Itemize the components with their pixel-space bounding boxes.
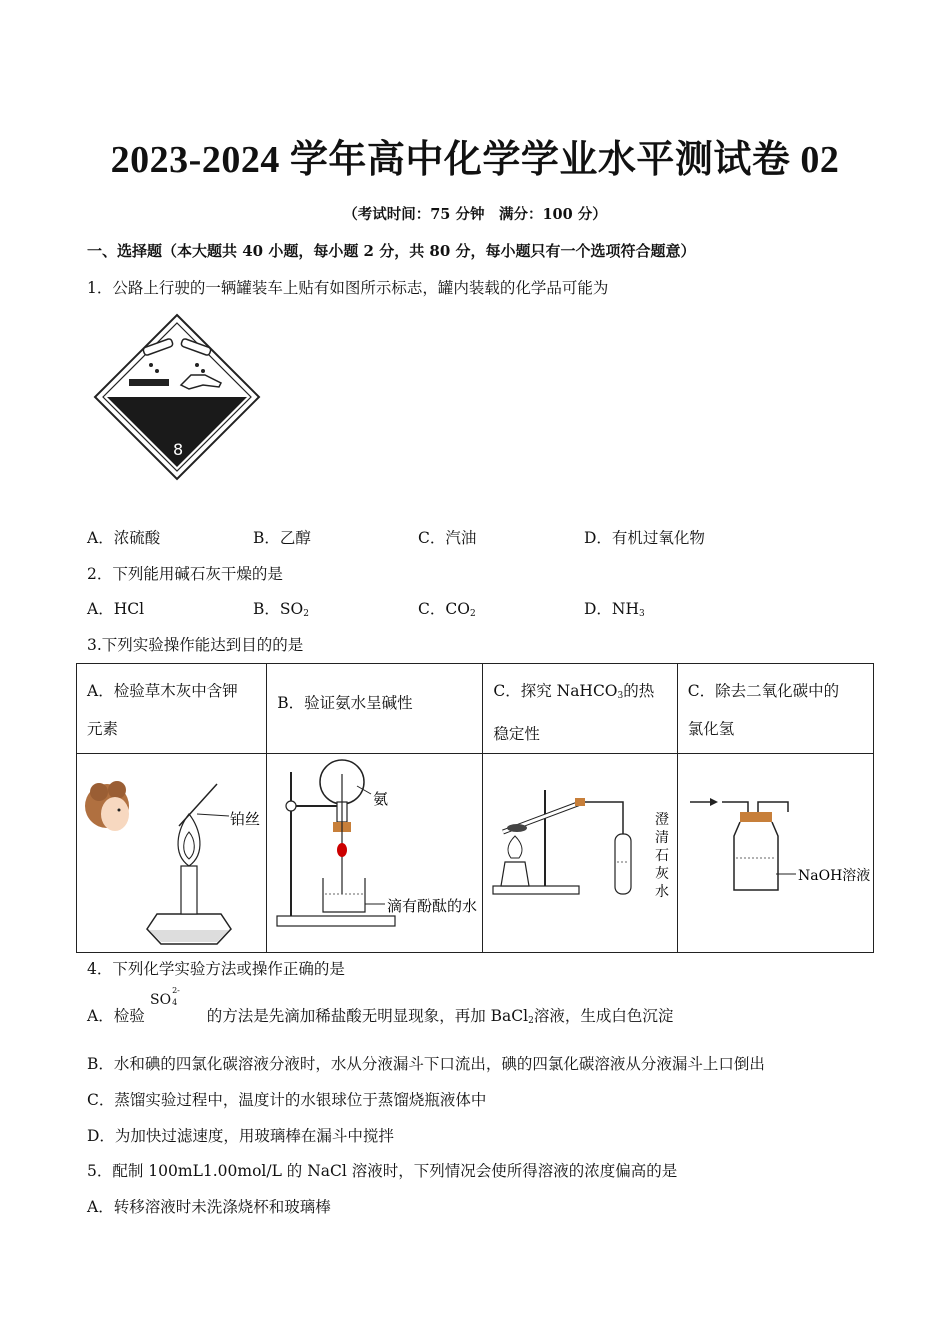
sulfate-ion-formula: SO 2- 4 [150,986,180,1008]
q3-cell-a-line2: 元素 [87,720,119,738]
ammonia-fountain-diagram [267,754,483,952]
q3-figure-c [483,754,677,953]
q3-figure-d [677,754,873,953]
q3-options-table [76,663,874,953]
ammonia-label: 氨 [373,790,389,808]
platinum-wire-label: 铂丝 [230,810,261,828]
q1-option-b[interactable]: B．乙醇 [253,529,311,547]
exam-info: （考试时间：75 分钟 满分：100 分） [343,206,607,223]
q2-option-b[interactable]: B．$SO_2$ [253,600,309,619]
flame-test-diagram [77,754,267,952]
q4-option-d[interactable]: D．为加快过滤速度，用玻璃棒在漏斗中搅拌 [87,1127,394,1145]
phenolphthalein-water-label: 滴有酚酞的水 [387,897,478,915]
q2-option-d[interactable]: D．$NH_3$ [584,600,645,619]
q4-stem: 4．下列化学实验方法或操作正确的是 [87,960,345,978]
q3-cell-b-line1: B．验证氨水呈碱性 [277,694,413,712]
q3-cell-c[interactable] [483,664,677,754]
q3-cell-d-line1: C．除去二氧化碳中的 [687,682,840,700]
svg-text:澄: 澄 [655,812,670,828]
page-title: 2023-2024 学年高中化学学业水平测试卷 02 [110,139,840,181]
q3-cell-c-line2: 稳定性 [493,725,540,743]
svg-text:石: 石 [655,848,670,864]
q1-option-c[interactable]: C．汽油 [418,529,477,547]
q3-cell-d-line2: 氯化氢 [687,720,735,738]
q2-option-a[interactable]: A．HCl [87,600,145,618]
hazard-class-number: 8 [173,440,184,459]
section-heading: 一、选择题（本大题共 40 小题，每小题 2 分，共 80 分，每小题只有一个选项符合题意） [87,242,696,260]
heating-nahco3-diagram [483,754,677,952]
corrosive-hazard-sign [93,313,261,481]
q3-figure-a [77,754,267,953]
q1-option-a[interactable]: A．浓硫酸 [87,529,161,547]
q3-figure-b [267,754,483,953]
q1-stem: 1．公路上行驶的一辆罐装车上贴有如图所示标志，罐内装载的化学品可能为 [87,279,609,297]
q3-cell-b[interactable] [267,664,483,754]
gas-washing-bottle-diagram [678,754,874,952]
q5-option-a[interactable]: A．转移溶液时未洗涤烧杯和玻璃棒 [87,1198,331,1216]
naoh-solution-label: NaOH溶液 [797,868,871,884]
limewater-label [655,812,669,900]
q4-option-c[interactable]: C．蒸馏实验过程中，温度计的水银球位于蒸馏烧瓶液体中 [87,1091,487,1109]
svg-text:水: 水 [655,884,670,900]
q5-stem: 5．配制 100mL1.00mol/L 的 NaCl 溶液时，下列情况会使所得溶液的浓度偏高的是 [87,1162,678,1180]
q3-cell-a[interactable] [77,664,267,754]
q3-cell-d[interactable] [677,664,873,754]
q2-stem: 2．下列能用碱石灰干燥的是 [87,565,283,583]
svg-text:灰: 灰 [655,866,670,882]
q4-option-a[interactable]: A．检验 的方法是先滴加稀盐酸无明显现象，再加 BaCl$_2$溶液，生成白色沉淀 [87,1007,674,1026]
q4-option-b[interactable]: B．水和碘的四氯化碳溶液分液时，水从分液漏斗下口流出，碘的四氯化碳溶液从分液漏斗上口倒出 [87,1055,765,1073]
svg-text:清: 清 [655,830,670,846]
q1-option-d[interactable]: D．有机过氧化物 [584,529,705,547]
q3-cell-a-line1: A．检验草木灰中含钾 [87,682,238,700]
q3-stem: 3.下列实验操作能达到目的的是 [87,636,304,654]
q3-cell-c-line1: C．探究 NaHCO$_3$的热 [493,682,655,701]
q2-option-c[interactable]: C．$CO_2$ [418,600,476,619]
